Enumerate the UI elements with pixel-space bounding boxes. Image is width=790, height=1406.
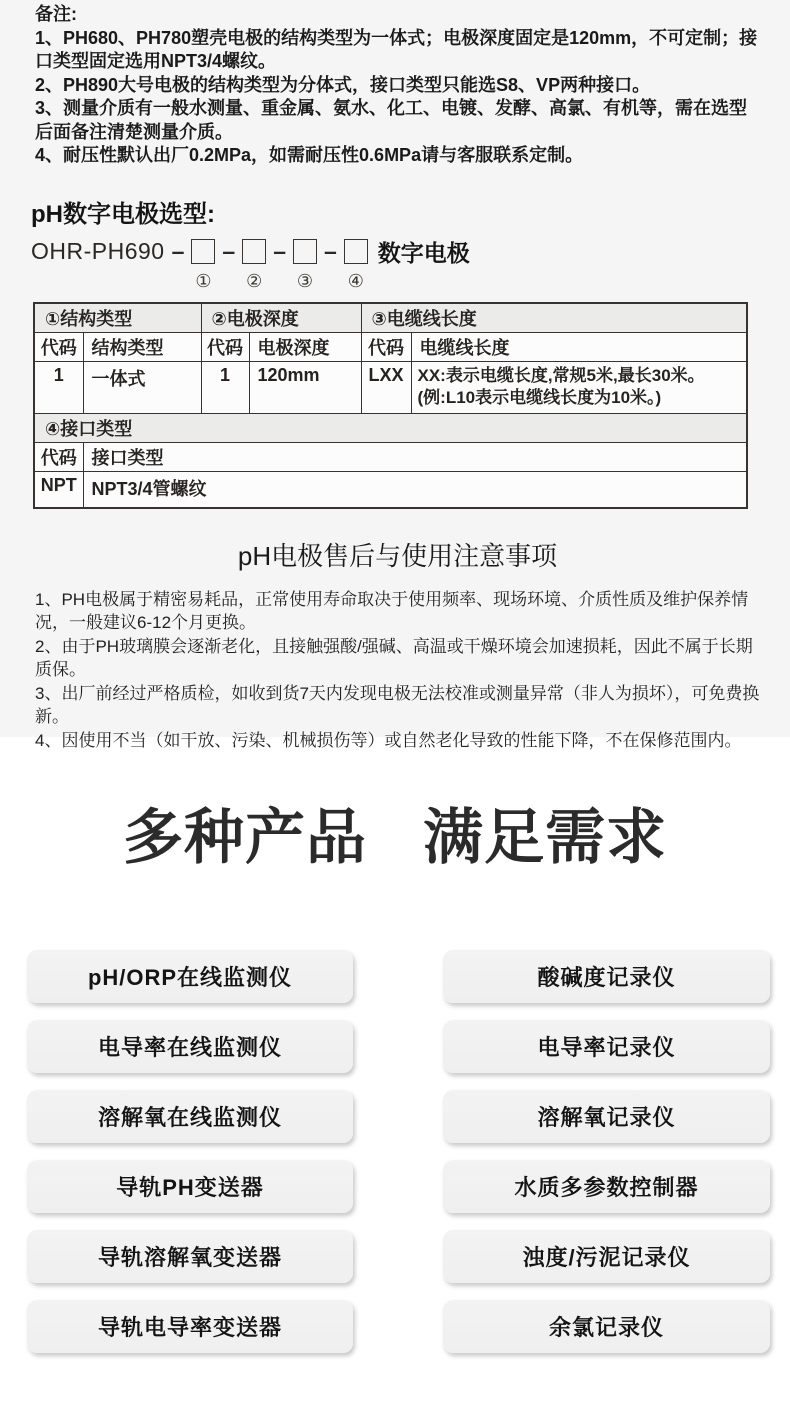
aftersales-item-2: 2、由于PH玻璃膜会逐渐老化，且接触强酸/强碱、高温或干燥环境会加速损耗，因此不属于长期质保。 — [35, 636, 753, 679]
dash: – — [324, 237, 337, 264]
table-group-header-row — [34, 303, 747, 333]
slot-marker-2: ② — [246, 270, 263, 291]
table-group4-header-row — [34, 413, 747, 442]
group2-code: 1 — [201, 361, 249, 413]
remark-line-4: 4、耐压性默认出厂0.2MPa，如需耐压性0.6MPa请与客服联系定制。 — [35, 145, 584, 165]
table-subheader-row — [34, 332, 747, 361]
product-btn-ph-orp-monitor[interactable]: pH/ORP在线监测仪 — [27, 950, 353, 1003]
slot-marker-3: ③ — [296, 270, 314, 291]
group3-value-header: 电缆线长度 — [411, 332, 747, 361]
table-group4-subheader-row — [34, 442, 747, 471]
selection-heading: pH数字电极选型: — [31, 200, 215, 228]
group2-code-header: 代码 — [201, 332, 249, 361]
dash: – — [222, 237, 236, 264]
group4-value: NPT3/4管螺纹 — [83, 471, 747, 508]
product-btn-residual-chlorine-recorder[interactable]: 余氯记录仪 — [443, 1300, 770, 1353]
group3-value — [411, 361, 747, 413]
dash: – — [273, 237, 286, 264]
product-btn-rail-ph-transmitter[interactable]: 导轨PH变送器 — [27, 1160, 353, 1213]
slot-marker-1: ① — [195, 270, 212, 291]
code-slot-box-4 — [344, 239, 368, 264]
product-btn-turbidity-recorder[interactable]: 浊度/污泥记录仪 — [443, 1230, 770, 1283]
selection-table — [33, 302, 748, 509]
group4-value-header: 接口类型 — [83, 442, 747, 471]
cable-length-note-line2: (例:L10表示电缆线长度为10米。) — [417, 387, 662, 407]
group1-value: 一体式 — [83, 361, 201, 413]
product-btn-multiparam-controller[interactable]: 水质多参数控制器 — [443, 1160, 770, 1213]
group3-title: ③电缆线长度 — [361, 303, 747, 333]
products-heading-right: 满足需求 — [423, 804, 667, 871]
aftersales-item-1: 1、PH电极属于精密易耗品，正常使用寿命取决于使用频率、现场环境、介质性质及维护保养情况，一般建议6-12个月更换。 — [35, 589, 749, 632]
aftersales-item-3: 3、出厂前经过严格质检，如收到货7天内发现电极无法校准或测量异常（非人为损坏），可免费换新。 — [35, 683, 760, 726]
product-btn-dissolved-oxygen-monitor[interactable]: 溶解氧在线监测仪 — [27, 1090, 353, 1143]
group4-code-header: 代码 — [34, 442, 83, 471]
group3-code: LXX — [361, 361, 411, 413]
code-slot-box-2 — [242, 239, 266, 264]
code-slot-box-3 — [293, 239, 317, 264]
model-prefix: OHR-PH690 — [31, 237, 165, 264]
product-btn-rail-do-transmitter[interactable]: 导轨溶解氧变送器 — [27, 1230, 353, 1283]
group3-code-header: 代码 — [361, 332, 411, 361]
group2-value-header: 电极深度 — [249, 332, 361, 361]
group1-code-header: 代码 — [34, 332, 83, 361]
dash: – — [171, 237, 185, 264]
cable-length-note-line1: XX:表示电缆长度,常规5米,最长30米。 — [417, 365, 705, 385]
product-button-grid — [27, 950, 790, 1353]
aftersales-heading: pH电极售后与使用注意事项 — [237, 540, 558, 571]
group4-code: NPT — [34, 471, 83, 508]
product-btn-dissolved-oxygen-recorder[interactable]: 溶解氧记录仪 — [443, 1090, 770, 1143]
model-suffix: 数字电极 — [377, 239, 470, 266]
product-btn-ph-recorder[interactable]: 酸碱度记录仪 — [443, 950, 770, 1003]
aftersales-list — [35, 588, 760, 753]
remark-line-3: 3、测量介质有一般水测量、重金属、氨水、化工、电镀、发酵、高氯、有机等，需在选型后面备注清楚测量介质。 — [35, 98, 748, 142]
group2-title: ②电极深度 — [201, 303, 361, 333]
products-heading — [0, 737, 790, 869]
product-btn-conductivity-monitor[interactable]: 电导率在线监测仪 — [27, 1020, 353, 1073]
product-btn-conductivity-recorder[interactable]: 电导率记录仪 — [443, 1020, 770, 1073]
group1-value-header: 结构类型 — [83, 332, 201, 361]
aftersales-item-4: 4、因使用不当（如干放、污染、机械损伤等）或自然老化导致的性能下降，不在保修范围内。 — [35, 730, 742, 750]
slot-marker-4: ④ — [347, 270, 364, 291]
code-slot-box-1 — [191, 239, 215, 264]
model-code-line — [31, 235, 470, 292]
products-heading-left: 多种产品 — [123, 804, 367, 871]
group4-title: ④接口类型 — [34, 413, 747, 442]
remarks-block — [35, 3, 760, 168]
group2-value: 120mm — [249, 361, 361, 413]
products-section — [0, 737, 790, 1406]
remark-line-2: 2、PH890大号电极的结构类型为分体式，接口类型只能选S8、VP两种接口。 — [35, 74, 651, 95]
group1-code: 1 — [34, 361, 83, 413]
table-group4-data-row — [34, 471, 747, 508]
group1-title: ①结构类型 — [34, 303, 201, 333]
remarks-title: 备注: — [35, 4, 77, 24]
remark-line-1: 1、PH680、PH780塑壳电极的结构类型为一体式；电极深度固定是120mm，不可定制；接口类型固定选用NPT3/4螺纹。 — [35, 27, 758, 71]
product-btn-rail-conductivity-transmitter[interactable]: 导轨电导率变送器 — [27, 1300, 353, 1353]
table-data-row — [34, 361, 747, 413]
